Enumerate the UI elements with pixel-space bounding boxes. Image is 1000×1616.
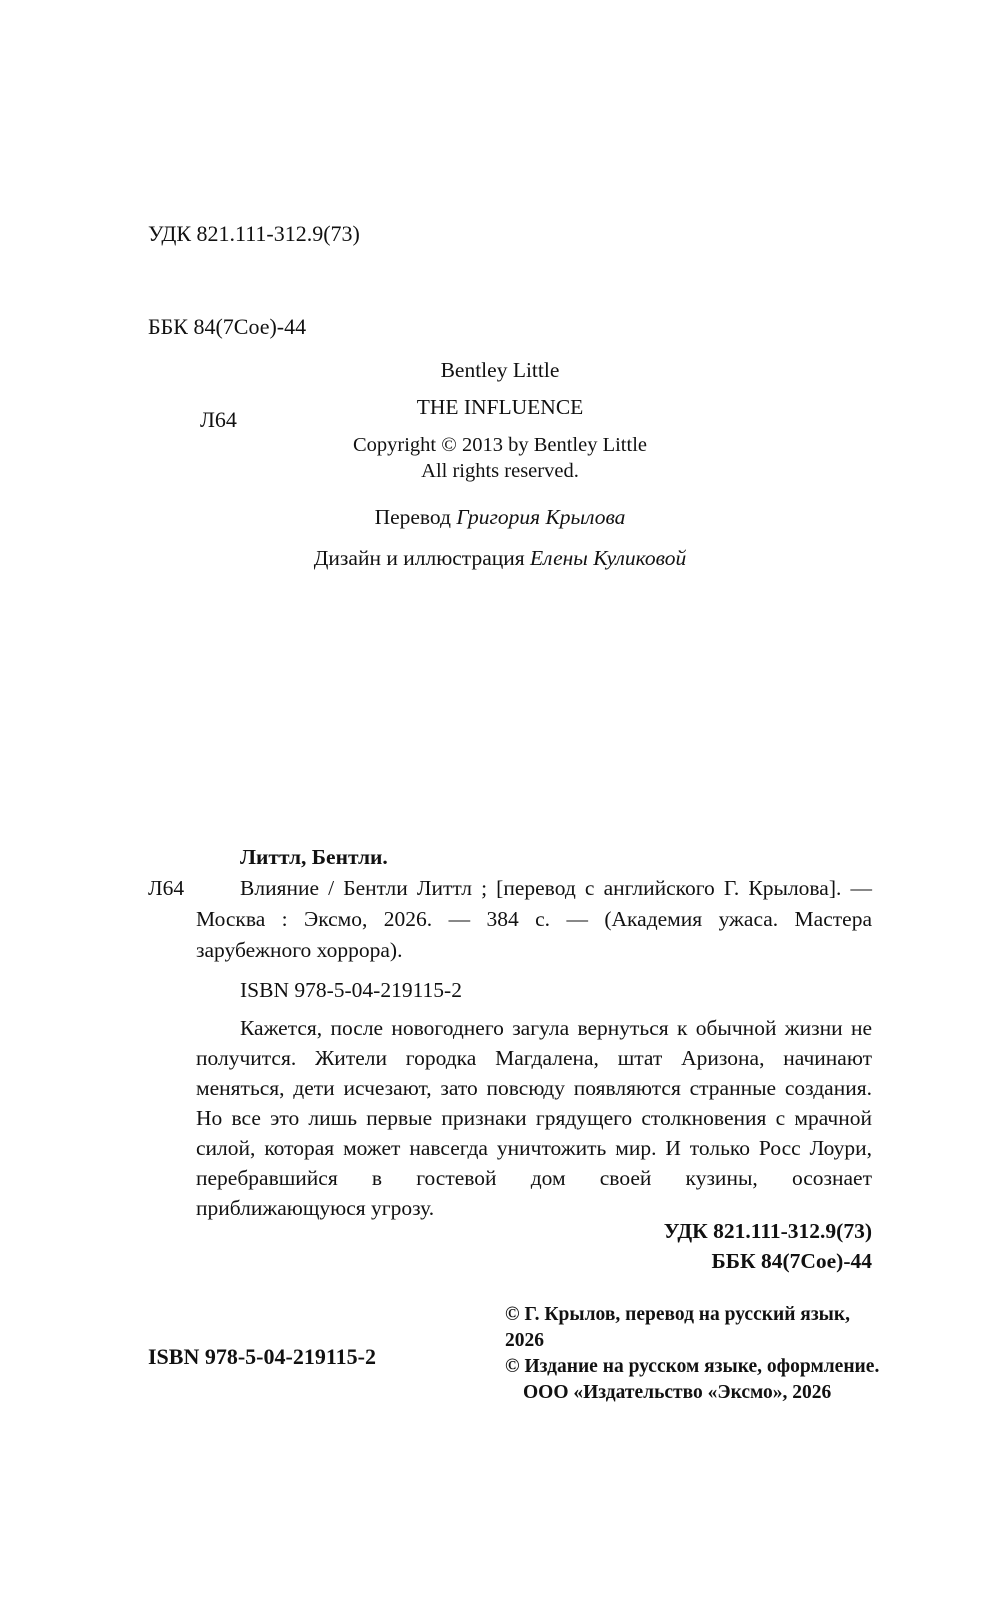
right-classification-codes <box>0 1216 872 1276</box>
udk-code-top: УДК 821.111-312.9(73) <box>148 221 360 246</box>
catalog-card <box>148 842 872 1223</box>
original-copyright-line2: All rights reserved. <box>421 460 579 482</box>
author-sign-top: Л64 <box>200 407 237 432</box>
original-title-block <box>0 352 1000 484</box>
udk-code-right: УДК 821.111-312.9(73) <box>663 1219 872 1243</box>
original-author: Bentley Little <box>440 358 560 382</box>
designer-name: Елены Куликовой <box>530 546 687 570</box>
translator-name: Григория Крылова <box>456 505 626 529</box>
copyright-publisher: ООО «Издательство «Эксмо», 2026 <box>523 1382 832 1403</box>
bottom-copyright-block <box>505 1302 885 1406</box>
copyright-edition: © Издание на русском языке, оформление. <box>505 1356 880 1377</box>
original-title: THE INFLUENCE <box>416 395 584 419</box>
translation-credit <box>0 505 1000 530</box>
bottom-isbn: ISBN 978-5-04-219115-2 <box>148 1344 376 1369</box>
design-credit <box>0 546 1000 571</box>
bbk-code-top: ББК 84(7Сое)-44 <box>148 314 307 339</box>
author-sign-catalog: Л64 <box>148 876 185 900</box>
translation-credit-label: Перевод <box>374 505 457 529</box>
original-copyright <box>0 432 1000 484</box>
design-credit-label: Дизайн и иллюстрация <box>313 546 531 570</box>
catalog-description: Влияние / Бентли Литтл ; [перевод с английского Г. Крылова]. — Москва : Эксмо, 2026. — 384 с. — (Академия ужаса. Мастера зарубежного хоррора). <box>196 876 872 962</box>
catalog-isbn: ISBN 978-5-04-219115-2 <box>240 978 462 1002</box>
catalog-author: Литтл, Бентли. <box>240 845 388 869</box>
catalog-description-block <box>148 873 872 966</box>
annotation: Кажется, после новогоднего загула вернуться к обычной жизни не получится. Жители городка Магдалена, штат Аризона, начинают меняться, дети исчезают, зато повсюду появляются странные создания. Но все это лишь первые признаки грядущего столкновения с мрачной силой, которая может навсегда уничтожить мир. И только Росс Лоури, перебравшийся в гостевой дом своей кузины, осознает приближающуюся угрозу. <box>196 1016 872 1220</box>
copyright-translation: © Г. Крылов, перевод на русский язык, 2026 <box>505 1304 851 1351</box>
bbk-code-right: ББК 84(7Сое)-44 <box>711 1249 872 1273</box>
original-copyright-line1: Copyright © 2013 by Bentley Little <box>352 434 647 456</box>
